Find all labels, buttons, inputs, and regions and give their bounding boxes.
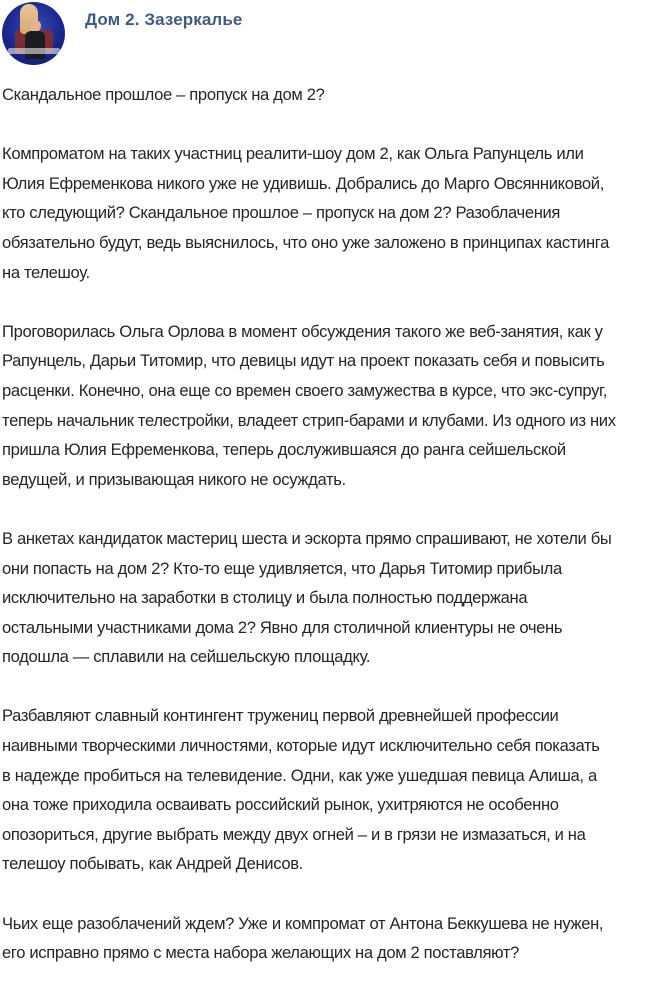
paragraph-1 xyxy=(2,139,670,287)
community-avatar[interactable] xyxy=(2,2,65,65)
text-line: Проговорилась Ольга Орлова в момент обсуждения такого же веб-занятия, как у xyxy=(2,321,603,341)
post-header xyxy=(0,0,670,70)
text-line: Скандальное прошлое – пропуск на дом 2? xyxy=(2,85,325,104)
paragraph-5 xyxy=(2,909,670,968)
text-line: пришла Юлия Ефременкова, теперь дослужившаяся до ранга сейшельской xyxy=(2,440,566,460)
text-line: она тоже приходила осваивать российский рынок, ухитряются не особенно xyxy=(2,795,559,815)
avatar-man-body xyxy=(25,31,45,59)
text-line: на телешоу. xyxy=(2,262,90,282)
post-headline xyxy=(2,80,670,110)
text-line: в надежде пробиться на телевидение. Одни, как уже ушедшая певица Алиша, а xyxy=(2,765,597,785)
post-body xyxy=(2,80,670,997)
text-line: остальными участниками дома 2? Явно для столичной клиентуры не очень xyxy=(2,617,563,637)
text-line: его исправно прямо с места набора желающих на дом 2 поставляют? xyxy=(2,943,519,963)
text-line: Юлия Ефременкова никого уже не удивишь. Добрались до Марго Овсянниковой, xyxy=(2,173,604,193)
paragraph-4 xyxy=(2,701,670,879)
text-line: телешоу побывать, как Андрей Денисов. xyxy=(2,854,303,874)
text-line: ведущей, и призывающая никого не осуждать. xyxy=(2,469,346,489)
text-line: Рапунцель, Дарьи Титомир, что девицы идут на проект показать себя и повысить xyxy=(2,351,605,371)
text-line: они попасть на дом 2? Кто-то еще удивляется, что Дарья Титомир прибыла xyxy=(2,558,562,578)
paragraph-3 xyxy=(2,524,670,672)
text-line: В анкетах кандидаток мастериц шеста и эскорта прямо спрашивают, не хотели бы xyxy=(2,528,612,548)
text-line: обязательно будут, ведь выяснилось, что оно уже заложено в принципах кастинга xyxy=(2,232,609,252)
text-line: Чьих еще разоблачений ждем? Уже и компромат от Антона Беккушева не нужен, xyxy=(2,913,604,933)
text-line: исключительно на заработки в столицу и была полностью поддержана xyxy=(2,588,528,608)
text-line: Компроматом на таких участниц реалити-шоу дом 2, как Ольга Рапунцель или xyxy=(2,144,584,164)
avatar-caption xyxy=(8,48,60,54)
text-line: подошла — сплавили на сейшельскую площадку. xyxy=(2,647,371,667)
text-line: наивными творческими личностями, которые идут исключительно себя показать xyxy=(2,736,600,756)
text-line: теперь начальник телестройки, владеет стрип-барами и клубами. Из одного из них xyxy=(2,410,616,430)
community-name-link[interactable]: Дом 2. Зазеркалье xyxy=(85,10,243,29)
paragraph-2 xyxy=(2,317,670,495)
text-line: Разбавляют славный контингент тружениц первой древнейшей профессии xyxy=(2,706,559,726)
text-line: опозориться, другие выбрать между двух огней – и в грязи не измазаться, и на xyxy=(2,824,586,844)
text-line: кто следующий? Скандальное прошлое – пропуск на дом 2? Разоблачения xyxy=(2,203,561,223)
text-line: расценки. Конечно, она еще со времен своего замужества в курсе, что экс-супруг, xyxy=(2,380,607,400)
